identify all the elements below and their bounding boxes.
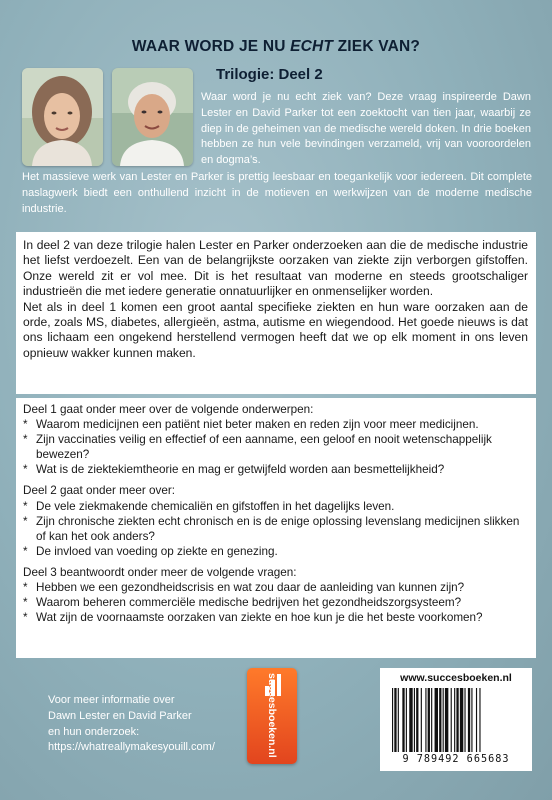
list-item: * Wat is de ziektekiemtheorie en mag er getwijfeld worden aan besmettelijkheid?: [23, 463, 445, 477]
list-item: * Wat zijn de voornaamste oorzaken van ziekte en hoe kun je die het beste voorkomen?: [23, 611, 483, 625]
publisher-logo: [247, 668, 297, 764]
section-heading: Deel 2 gaat onder meer over:: [23, 484, 176, 498]
book-subtitle: Trilogie: Deel 2: [216, 66, 323, 83]
bullet: *: [23, 463, 28, 477]
topics-section-deel-3: [23, 565, 528, 625]
book-title: [0, 38, 552, 56]
topics-section-deel-2: [23, 483, 528, 558]
summary-paragraph-2: Net als in deel 1 komen een groot aantal specifieke ziekten en hun ware oorzaken aan de orde, zoals MS, diabetes, allergieën, astma, autisme en wiegendood. Het goede nieuws is dat ons lichaam een ongekend herstellend vermogen heeft dat we op elk moment in ons leven opnieuw wakker kunnen maken.: [23, 299, 528, 360]
isbn-number: 9 789492 665683: [402, 754, 510, 765]
bullet: *: [23, 418, 28, 432]
info-line: Dawn Lester en David Parker: [48, 709, 192, 722]
summary-paragraph-1: In deel 2 van deze trilogie halen Lester en Parker onderzoeken aan die de medische industrie het liefst verdoezelt. Een van de belangrijkste oorzaken van ziekte zijn verborgen gifstoffen. Onze wereld zit er vol mee. Dit is het resultaat van moderne en steeds grootschaliger industrieën die met iedere generatie onnatuurlijker en onmenselijker worden.: [23, 238, 528, 299]
intro-text-right: Waar word je nu echt ziek van? Deze vraag inspireerde Dawn Lester en David Parker tot een zoektocht van tien jaar, waarbij ze diep in de geheimen van de medische wereld doken. In drie boeken hebben ze hun vele bevindingen verzameld, vrij van vooroordelen en dogma’s.: [201, 91, 531, 167]
bullet: *: [23, 611, 28, 625]
intro-text-full: Het massieve werk van Lester en Parker is prettig leesbaar en toegankelijk voor iedereen. Dit complete naslagwerk biedt een onthullend inzicht in de motieven en werkwijzen van de moderne medische industrie.: [22, 171, 532, 215]
bullet: *: [23, 514, 28, 528]
title-emphasis: ECHT: [290, 38, 334, 55]
bullet: *: [23, 499, 28, 513]
bullet: *: [23, 581, 28, 595]
bullet: *: [23, 433, 28, 447]
publisher-url[interactable]: www.succesboeken.nl: [400, 672, 512, 684]
title-pre: WAAR WORD JE NU: [131, 38, 291, 55]
list-item: * Zijn vaccinaties veilig en effectief of een aanname, een geloof en nooit wetenschappelijk bewezen?: [23, 433, 492, 462]
section-heading: Deel 3 beantwoordt onder meer de volgende vragen:: [23, 565, 297, 579]
list-item: * Zijn chronische ziekten echt chronisch en is de enige oplossing levenslang medicijnen slikken of kan het ook anders?: [23, 514, 520, 543]
info-line: Voor meer informatie over: [48, 694, 175, 706]
bullet: *: [23, 596, 28, 610]
title-post: ZIEK VAN?: [333, 38, 421, 55]
summary-box: [16, 232, 536, 394]
isbn-barcode: [380, 668, 532, 771]
list-item: * De invloed van voeding op ziekte en genezing.: [23, 544, 278, 558]
author-photo-dawn-lester: [22, 68, 103, 166]
logo-text: succesboeken.nl: [266, 673, 278, 758]
list-item: * Waarom medicijnen een patiënt niet beter maken en reden zijn voor meer medicijnen.: [23, 418, 479, 432]
author-photo-david-parker: [112, 68, 193, 166]
list-item: * Hebben we een gezondheidscrisis en wat zou daar de aanleiding van kunnen zijn?: [23, 581, 465, 595]
topics-box: [16, 398, 536, 658]
section-heading: Deel 1 gaat onder meer over de volgende onderwerpen:: [23, 403, 314, 416]
info-line: en hun onderzoek:: [48, 725, 140, 738]
bullet: *: [23, 544, 28, 558]
list-item: * De vele ziekmakende chemicaliën en gifstoffen in het dagelijks leven.: [23, 499, 395, 513]
list-item: * Waarom beheren commerciële medische bedrijven het gezondheidszorgsysteem?: [23, 596, 462, 610]
topics-section-deel-1: [23, 402, 528, 477]
more-info-text: [48, 693, 248, 756]
info-link[interactable]: https://whatreallymakesyouill.com/: [48, 741, 215, 754]
barcode-icon: [390, 688, 522, 752]
